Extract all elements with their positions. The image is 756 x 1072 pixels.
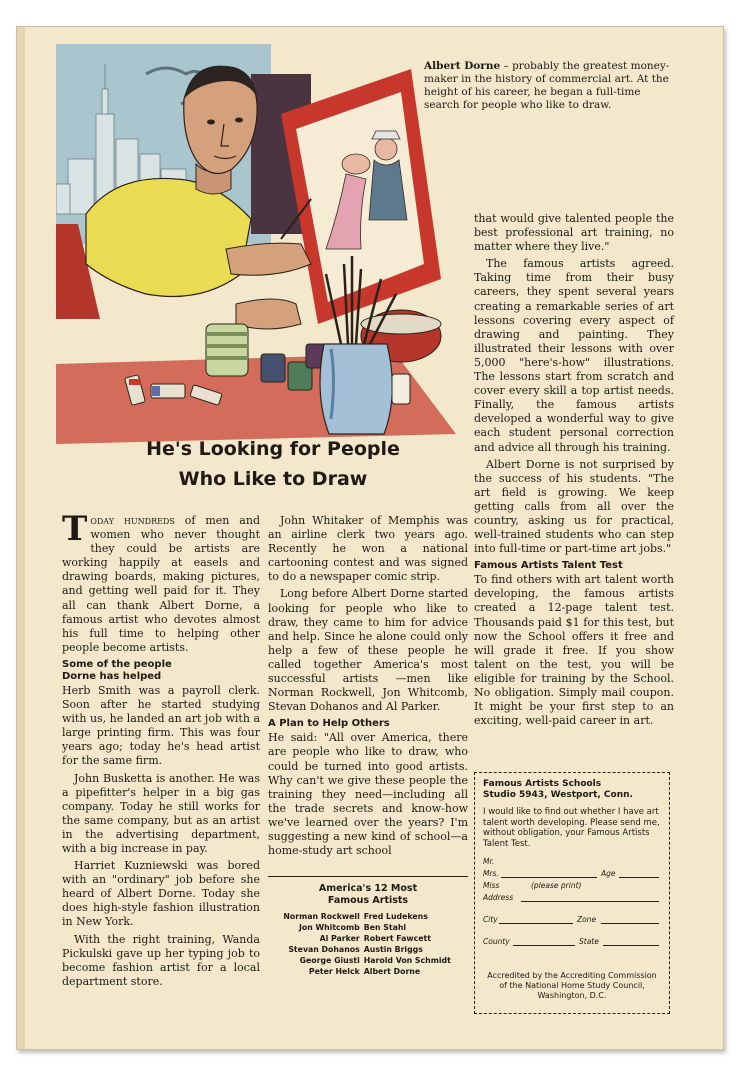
drop-cap: T [62, 509, 88, 549]
artist-name-right: Austin Briggs [363, 945, 423, 954]
artists-title: America's 12 Most Famous Artists [318, 883, 418, 906]
artist-name-right: Robert Fawcett [363, 934, 431, 943]
artist-row [268, 922, 468, 933]
artist-name-right: Fred Ludekens [363, 912, 428, 921]
artist-row [268, 911, 468, 922]
artist-name-left: Al Parker [319, 934, 360, 943]
accreditation-text: Accredited by the Accrediting Commission of the National Home Study Council, Washington, D.C. [487, 971, 657, 1000]
caption-text: – probably the greatest money-maker in the history of commercial art. At the height of his career, he began a full-time search for people who like to draw. [424, 60, 670, 111]
artists-table [268, 911, 468, 977]
headline [88, 434, 458, 494]
albert-dorne-illustration [56, 44, 464, 444]
artist-row [268, 933, 468, 944]
paragraph-not-surprised: Albert Dorne is not surprised by the success of his students. "The art field is growing. We keep getting calls from all over the country, asking us for practical, well-trained students who can step into full-time or part-time art jobs." [474, 457, 674, 556]
paragraph-john-busketta: John Busketta is another. He was a pipefitter's helper in a big gas company. Today he still works for the same company, but as an artist in the advertising department, with a big increase in pay. [62, 771, 260, 855]
section-heading-helped: Some of the people Dorne has helped [62, 658, 172, 682]
paragraph-talent-test: To find others with art talent worth developing, the famous artists created a 12-page talent test. Thousands paid $1 for this test, but now the School offers it free and will grade it free. If you show talent on the test, you will be eligible for training by the School. No obligation. Simply mail coupon. It might be your first step to an exciting, well-paid career in art. [474, 573, 674, 728]
coupon-field-city-zone[interactable]: City Zone [483, 915, 661, 927]
illustration-caption [424, 60, 674, 112]
paragraph-he-said: He said: "All over America, there are people who like to draw, who could be turned into good artists. Why can't we give these people the training they need—including all the trade secrets and know-how we've learned over the years? I'm suggesting a new kind of school—a home-study art school [268, 731, 468, 858]
headline-line2: Who Like to Draw [178, 468, 368, 490]
paragraph-harriet: Harriet Kuzniewski was bored with an "ordinary" job before she heard of Albert Dorne. Today she does high-style fashion illustration in New York. [62, 859, 260, 929]
artist-name-right: Harold Von Schmidt [363, 956, 451, 965]
coupon-title: Famous Artists Schools Studio 5943, Westport, Conn. [483, 779, 633, 800]
mail-coupon [474, 772, 670, 1014]
intro-text: of men and women who never thought they could be artists are working happily at easels and drawing boards, making pictures, and getting well paid for it. They all can thank Albert Dorne, a famous artist who devotes almost his full time to helping other people become artists. [62, 514, 260, 654]
artist-row [268, 966, 468, 977]
famous-artists-box [268, 876, 468, 977]
paragraph-continuation: that would give talented people the best professional art training, no matter where they live." [474, 212, 674, 254]
divider [268, 876, 468, 877]
coupon-field-mr[interactable]: Mr. [483, 857, 495, 866]
artist-name-left: George Giusti [299, 956, 360, 965]
intro-smallcaps: oday hundreds [90, 514, 175, 527]
column-2 [268, 514, 468, 861]
coupon-body: I would like to find out whether I have art talent worth developing. Please send me, without obligation, your Famous Artists Talent Test. [483, 807, 660, 849]
column-3 [474, 212, 674, 731]
artist-name-left: Norman Rockwell [283, 912, 360, 921]
paragraph-john-whitaker: John Whitaker of Memphis was an airline clerk two years ago. Recently he won a national cartooning contest and was signed to do a newspaper comic strip. [268, 514, 468, 584]
intro-paragraph [62, 509, 260, 655]
column-1 [62, 509, 260, 992]
artist-name-right: Albert Dorne [363, 967, 421, 976]
paragraph-wanda: With the right training, Wanda Pickulski gave up her typing job to become fashion artist for a local department store. [62, 932, 260, 988]
paragraph-long-before: Long before Albert Dorne started looking for people who like to draw, they came to him for advice and help. Since he alone could only help a few of these people he called together America's most successful artists —men like Norman Rockwell, Jon Whitcomb, Stevan Dohanos and Al Parker. [268, 587, 468, 714]
caption-name: Albert Dorne [424, 60, 501, 72]
coupon-field-name[interactable]: Mrs. Age [483, 869, 661, 881]
page-spine [17, 27, 25, 1049]
artist-name-right: Ben Stahl [363, 923, 407, 932]
section-heading-talent-test: Famous Artists Talent Test [474, 560, 623, 572]
section-heading-plan: A Plan to Help Others [268, 718, 390, 730]
artist-name-left: Peter Helck [308, 967, 360, 976]
coupon-field-county-state[interactable]: County State [483, 937, 661, 949]
artist-name-left: Stevan Dohanos [288, 945, 360, 954]
coupon-field-miss[interactable]: Miss (please print) [483, 881, 582, 890]
artist-row [268, 955, 468, 966]
paragraph-herb-smith: Herb Smith was a payroll clerk. Soon after he started studying with us, he landed an art job with a large printing firm. This was four years ago; today he's head artist for the same firm. [62, 683, 260, 768]
artist-row [268, 944, 468, 955]
coupon-field-address[interactable]: Address [483, 893, 661, 905]
artist-name-left: Jon Whitcomb [298, 923, 360, 932]
headline-line1: He's Looking for People [146, 438, 400, 460]
paragraph-artists-agreed: The famous artists agreed. Taking time from their busy careers, they spent several years creating a remarkable series of art lessons covering every aspect of drawing and painting. They illustrated their lessons with over 5,000 "here's-how" illustrations. The lessons start from scratch and cover every skill a top artist needs. Finally, the famous artists developed a wonderful way to give each student personal correction and advice all through his training. [474, 257, 674, 454]
